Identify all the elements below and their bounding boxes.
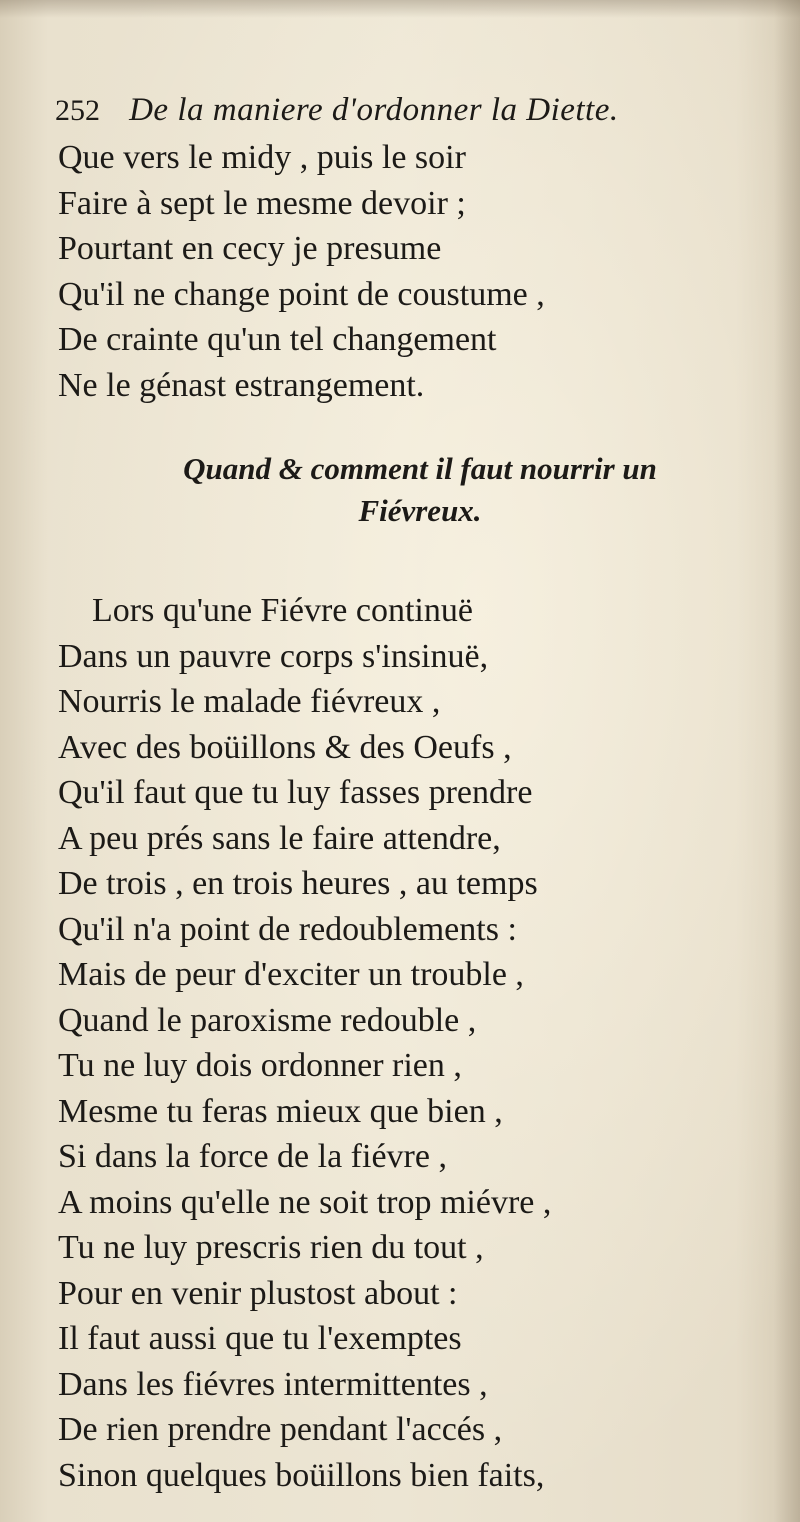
verse-line: Nourris le malade fiévreux , bbox=[58, 683, 441, 720]
verse-line: Qu'il ne change point de coustume , bbox=[58, 275, 545, 313]
verse-line: Mais de peur d'exciter un trouble , bbox=[58, 956, 524, 993]
verse-line: Tu ne luy prescris rien du tout , bbox=[58, 1229, 484, 1266]
verse-line: Lors qu'une Fiévre continuë bbox=[92, 592, 473, 629]
verse-line: Il faut aussi que tu l'exemptes bbox=[58, 1320, 462, 1357]
verse-line: Pour en venir plustost about : bbox=[58, 1274, 458, 1312]
verse-line: Mesme tu feras mieux que bien , bbox=[58, 1092, 503, 1130]
verse-line: De trois , en trois heures , au temps bbox=[58, 865, 538, 902]
running-title: De la maniere d'ordonner la Diette. bbox=[129, 92, 619, 128]
verse-line: A moins qu'elle ne soit trop miévre , bbox=[58, 1183, 552, 1221]
verse-line: Quand le paroxisme redouble , bbox=[58, 1001, 477, 1039]
verse-line: Si dans la force de la fiévre , bbox=[58, 1138, 447, 1175]
verse-line: De rien prendre pendant l'accés , bbox=[58, 1411, 503, 1448]
section-heading-line1: Quand & comment il faut nourrir un bbox=[183, 451, 657, 486]
verse-line: Faire à sept le mesme devoir ; bbox=[58, 184, 466, 222]
verse-line: Que vers le midy , puis le soir bbox=[58, 139, 466, 176]
section-heading-line2: Fiévreux. bbox=[358, 493, 482, 528]
verse-line: Qu'il n'a point de redoublements : bbox=[58, 910, 517, 948]
verse-block-main bbox=[58, 588, 551, 1498]
verse-line: Dans un pauvre corps s'insinuë, bbox=[58, 637, 489, 675]
verse-block-top bbox=[58, 135, 545, 408]
verse-line: De crainte qu'un tel changement bbox=[58, 321, 497, 358]
section-heading bbox=[100, 448, 740, 532]
verse-line: Dans les fiévres intermittentes , bbox=[58, 1365, 488, 1403]
verse-line: Qu'il faut que tu luy fasses prendre bbox=[58, 774, 533, 811]
verse-line: Avec des boüillons & des Oeufs , bbox=[58, 728, 512, 766]
page-number: 252 bbox=[55, 94, 100, 127]
verse-line: Tu ne luy dois ordonner rien , bbox=[58, 1047, 462, 1084]
verse-line: Sinon quelques boüillons bien faits, bbox=[58, 1456, 545, 1494]
verse-line: Pourtant en cecy je presume bbox=[58, 230, 442, 267]
page-header bbox=[55, 92, 745, 140]
verse-line: Ne le génast estrangement. bbox=[58, 366, 425, 404]
verse-line: A peu prés sans le faire attendre, bbox=[58, 819, 501, 857]
